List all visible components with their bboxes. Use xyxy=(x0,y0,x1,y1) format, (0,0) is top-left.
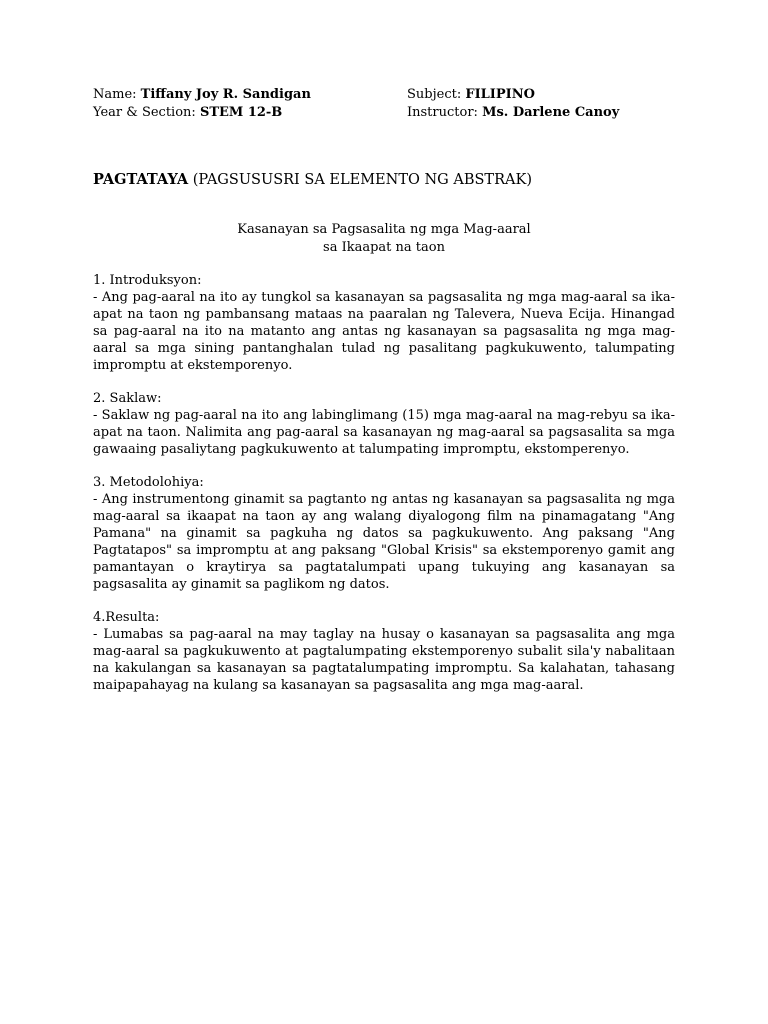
assessment-heading xyxy=(93,171,532,188)
section-resulta xyxy=(93,609,675,694)
student-header xyxy=(93,86,693,122)
instructor-value: Ms. Darlene Canoy xyxy=(482,105,620,120)
assessment-label: PAGTATAYA xyxy=(93,171,189,188)
subject-label: Subject: xyxy=(407,87,462,102)
name-value: Tiffany Joy R. Sandigan xyxy=(140,87,311,102)
subject-row xyxy=(407,86,693,104)
name-label: Name: xyxy=(93,87,137,102)
section-paragraph: - Ang instrumentong ginamit sa pagtanto ng antas ng kasanayan sa pagsasalita ng mga mag-aaral sa ikaapat na taon ay ang walang diyalogong film na pinamagatang "Ang Pamana" na ginamit sa pagkuha ng datos sa pagkukuwento. Ang paksang "Ang Pagtatapos" sa impromptu at ang paksang "Global Krisis" sa ekstemporenyo gamit ang pamantayan o kraytirya sa pagtatalumpati upang tukuying ang kasanayan sa pagsasalita ay ginamit sa paglikom ng datos. xyxy=(93,492,675,592)
assessment-subtitle: (PAGSUSUSRI SA ELEMENTO NG ABSTRAK) xyxy=(192,172,532,188)
section-label: Year & Section: xyxy=(93,105,196,120)
instructor-row xyxy=(407,104,693,122)
instructor-label: Instructor: xyxy=(407,105,478,120)
name-row xyxy=(93,86,407,104)
section-paragraph: - Ang pag-aaral na ito ay tungkol sa kasanayan sa pagsasalita ng mga mag-aaral sa ika-apat na taon ng pambansang mataas na paaralan ng Talevera, Nueva Ecija. Hinangad sa pag-aaral na ito na matanto ang antas ng kasanayan sa pagsasalita ng mga mag-aaral sa mga sining pantanghalan tulad ng pasalitang pagkukuwento, talumpating impromptu at ekstemporenyo. xyxy=(93,290,675,373)
section-heading: 1. Introduksyon: xyxy=(93,273,202,288)
section-paragraph: - Saklaw ng pag-aaral na ito ang labinglimang (15) mga mag-aaral na mag-rebyu sa ika-apat na taon. Nalimita ang pag-aaral sa kasanayan ng mag-aaral sa pagsasalita sa mga gawaaing pasaliytang pagkukuwento at talumpating impromptu, ekstomperenyo. xyxy=(93,408,675,457)
section-paragraph: - Lumabas sa pag-aaral na may taglay na husay o kasanayan sa pagsasalita ang mga mag-aaral sa pagkukuwento at pagtalumpating ekstemporenyo subalit sila'y nabalitaan na kakulangan sa kasanayan sa pagtatalumpating impromptu. Sa kalahatan, tahasang maipapahayag na kulang sa kasanayan sa pagsasalita ang mga mag-aaral. xyxy=(93,627,675,693)
section-saklaw xyxy=(93,390,675,458)
title-line-2: sa Ikaapat na taon xyxy=(323,240,445,255)
section-value: STEM 12-B xyxy=(199,105,283,120)
title-line-1: Kasanayan sa Pagsasalita ng mga Mag-aaral xyxy=(237,222,531,237)
section-metodolohiya xyxy=(93,474,675,593)
section-heading: 3. Metodolohiya: xyxy=(93,475,204,490)
section-row xyxy=(93,104,407,122)
document-title xyxy=(93,221,675,257)
section-heading: 4.Resulta: xyxy=(93,610,160,625)
section-heading: 2. Saklaw: xyxy=(93,391,162,406)
subject-value: FILIPINO xyxy=(465,87,535,102)
abstract-body xyxy=(93,272,675,710)
section-introduksyon xyxy=(93,272,675,374)
